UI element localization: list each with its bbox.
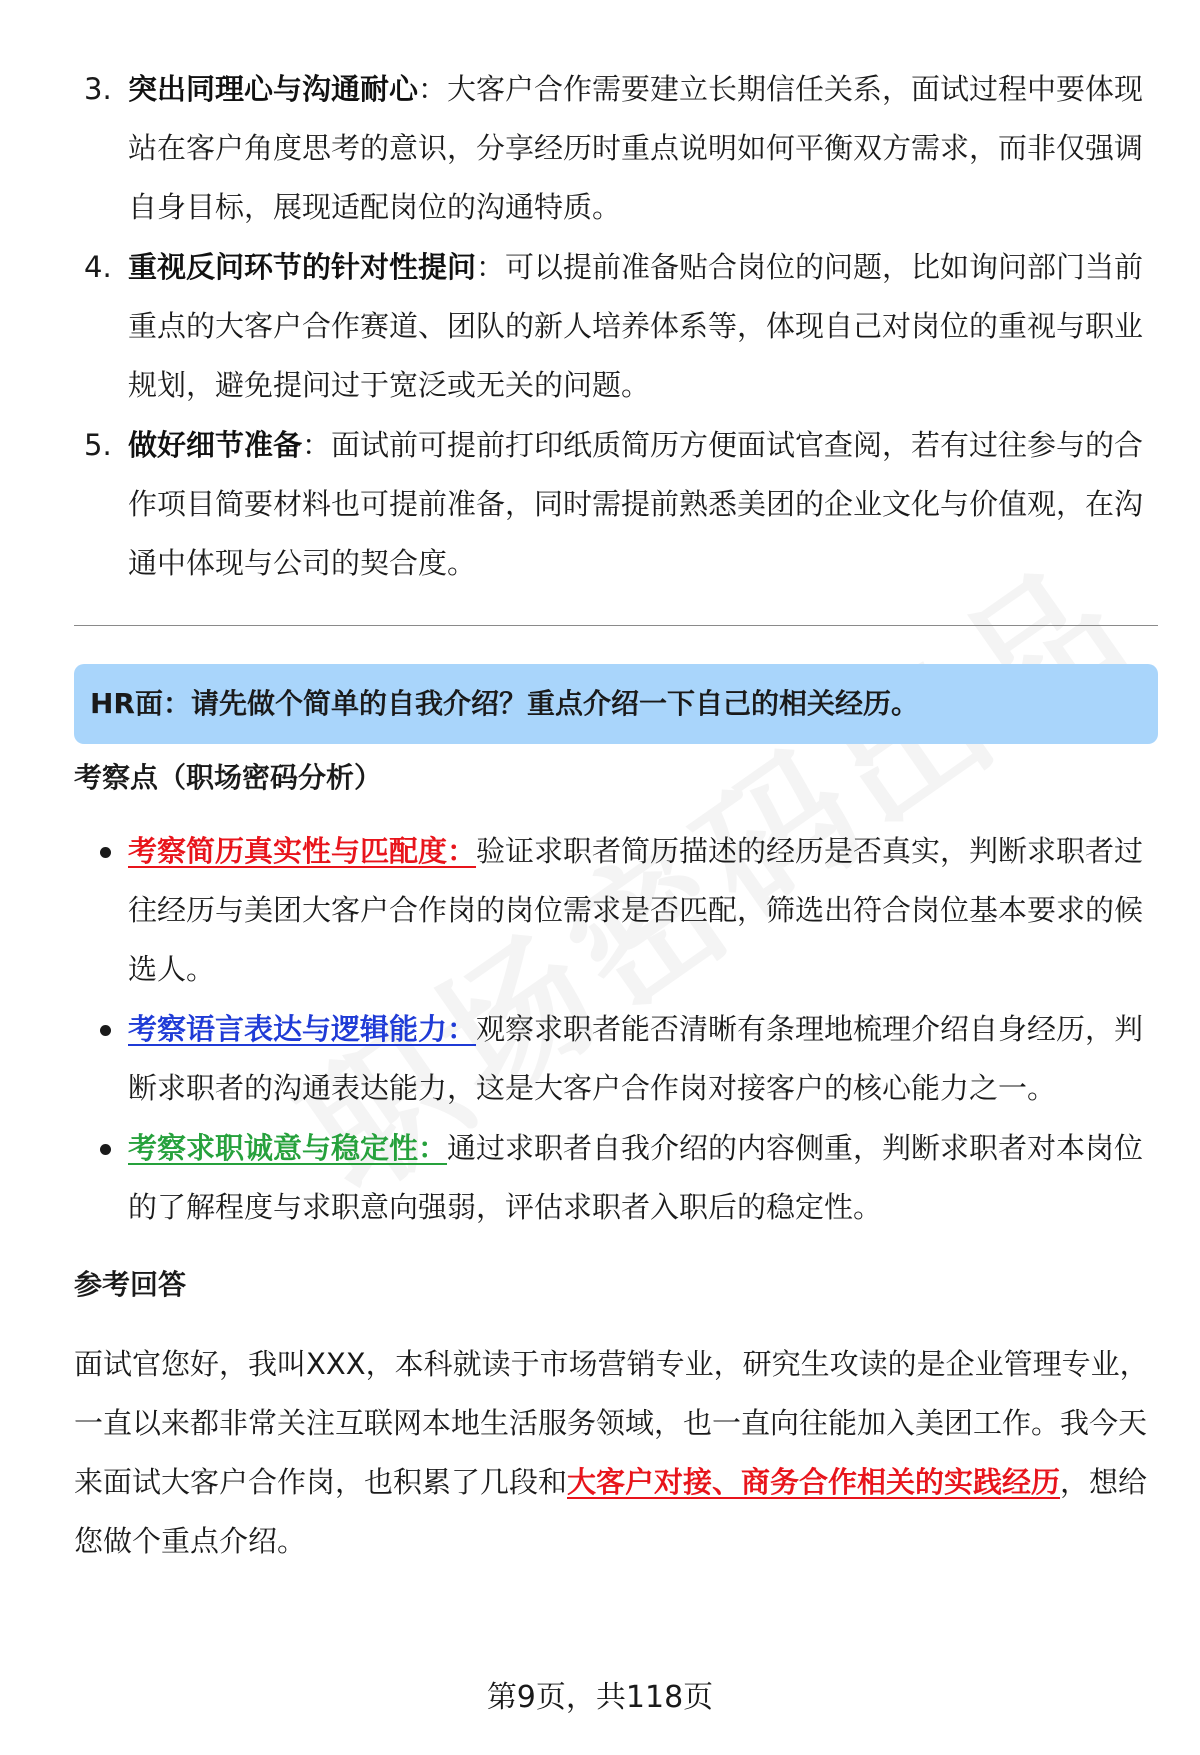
- point-key: 考察求职诚意与稳定性：: [128, 1131, 448, 1165]
- tip-title: 突出同理心与沟通耐心: [128, 72, 419, 106]
- analysis-points: [74, 822, 1158, 1237]
- answer-highlight: 大客户对接、商务合作相关的实践经历: [567, 1465, 1061, 1499]
- bullet-icon: [100, 1144, 111, 1155]
- tips-list: [74, 60, 1158, 593]
- list-number: 4.: [84, 250, 112, 284]
- list-item: [74, 1000, 1158, 1118]
- list-number: 5.: [84, 428, 112, 462]
- point-key: 考察简历真实性与匹配度：: [128, 834, 477, 868]
- tip-separator: ：: [418, 72, 448, 106]
- point-text: 验证求职者简历描述的经历是否真实，判断求职者过往经历与美团大客户合作岗的岗位需求是否匹配，筛选出符合岗位基本要求的候选人。: [128, 834, 1144, 986]
- answer-heading: 参考回答: [74, 1268, 187, 1301]
- question-text: HR面：请先做个简单的自我介绍？重点介绍一下自己的相关经历。: [90, 687, 919, 720]
- tip-text: 面试前可提前打印纸质简历方便面试官查阅，若有过往参与的合作项目简要材料也可提前准备，同时需提前熟悉美团的企业文化与价值观，在沟通中体现与公司的契合度。: [128, 428, 1144, 580]
- list-item: [74, 1119, 1158, 1237]
- tip-title: 做好细节准备: [128, 428, 303, 462]
- list-number: 3.: [84, 72, 112, 106]
- bullet-icon: [100, 847, 111, 858]
- point-key: 考察语言表达与逻辑能力：: [128, 1012, 477, 1046]
- tip-text: 大客户合作需要建立长期信任关系，面试过程中要体现站在客户角度思考的意识，分享经历时重点说明如何平衡双方需求，而非仅强调自身目标，展现适配岗位的沟通特质。: [128, 72, 1144, 224]
- point-text: 通过求职者自我介绍的内容侧重，判断求职者对本岗位的了解程度与求职意向强弱，评估求职者入职后的稳定性。: [128, 1131, 1144, 1224]
- tip-separator: ：: [302, 428, 332, 462]
- answer-text-end: ，想给您做个重点介绍。: [74, 1465, 1148, 1558]
- question-box: [74, 664, 1158, 744]
- list-item: [74, 416, 1158, 593]
- list-item: [74, 60, 1158, 237]
- answer-paragraph: [74, 1335, 1158, 1571]
- point-text: 观察求职者能否清晰有条理地梳理介绍自身经历，判断求职者的沟通表达能力，这是大客户合作岗对接客户的核心能力之一。: [128, 1012, 1144, 1105]
- document-page: [74, 60, 1158, 1571]
- page-number: 第9页，共118页: [486, 1680, 714, 1715]
- section-divider: [74, 625, 1158, 626]
- tip-title: 重视反问环节的针对性提问: [128, 250, 477, 284]
- answer-text: 面试官您好，我叫XXX，本科就读于市场营销专业，研究生攻读的是企业管理专业，一直以来都非常关注互联网本地生活服务领域，也一直向往能加入美团工作。我今天来面试大客户合作岗，也积累了几段和: [74, 1347, 1149, 1499]
- tip-separator: ：: [476, 250, 506, 284]
- tip-text: 可以提前准备贴合岗位的问题，比如询问部门当前重点的大客户合作赛道、团队的新人培养体系等，体现自己对岗位的重视与职业规划，避免提问过于宽泛或无关的问题。: [128, 250, 1144, 402]
- list-item: [74, 822, 1158, 999]
- list-item: [74, 238, 1158, 415]
- analysis-heading: 考察点（职场密码分析）: [74, 761, 383, 794]
- bullet-icon: [100, 1025, 111, 1036]
